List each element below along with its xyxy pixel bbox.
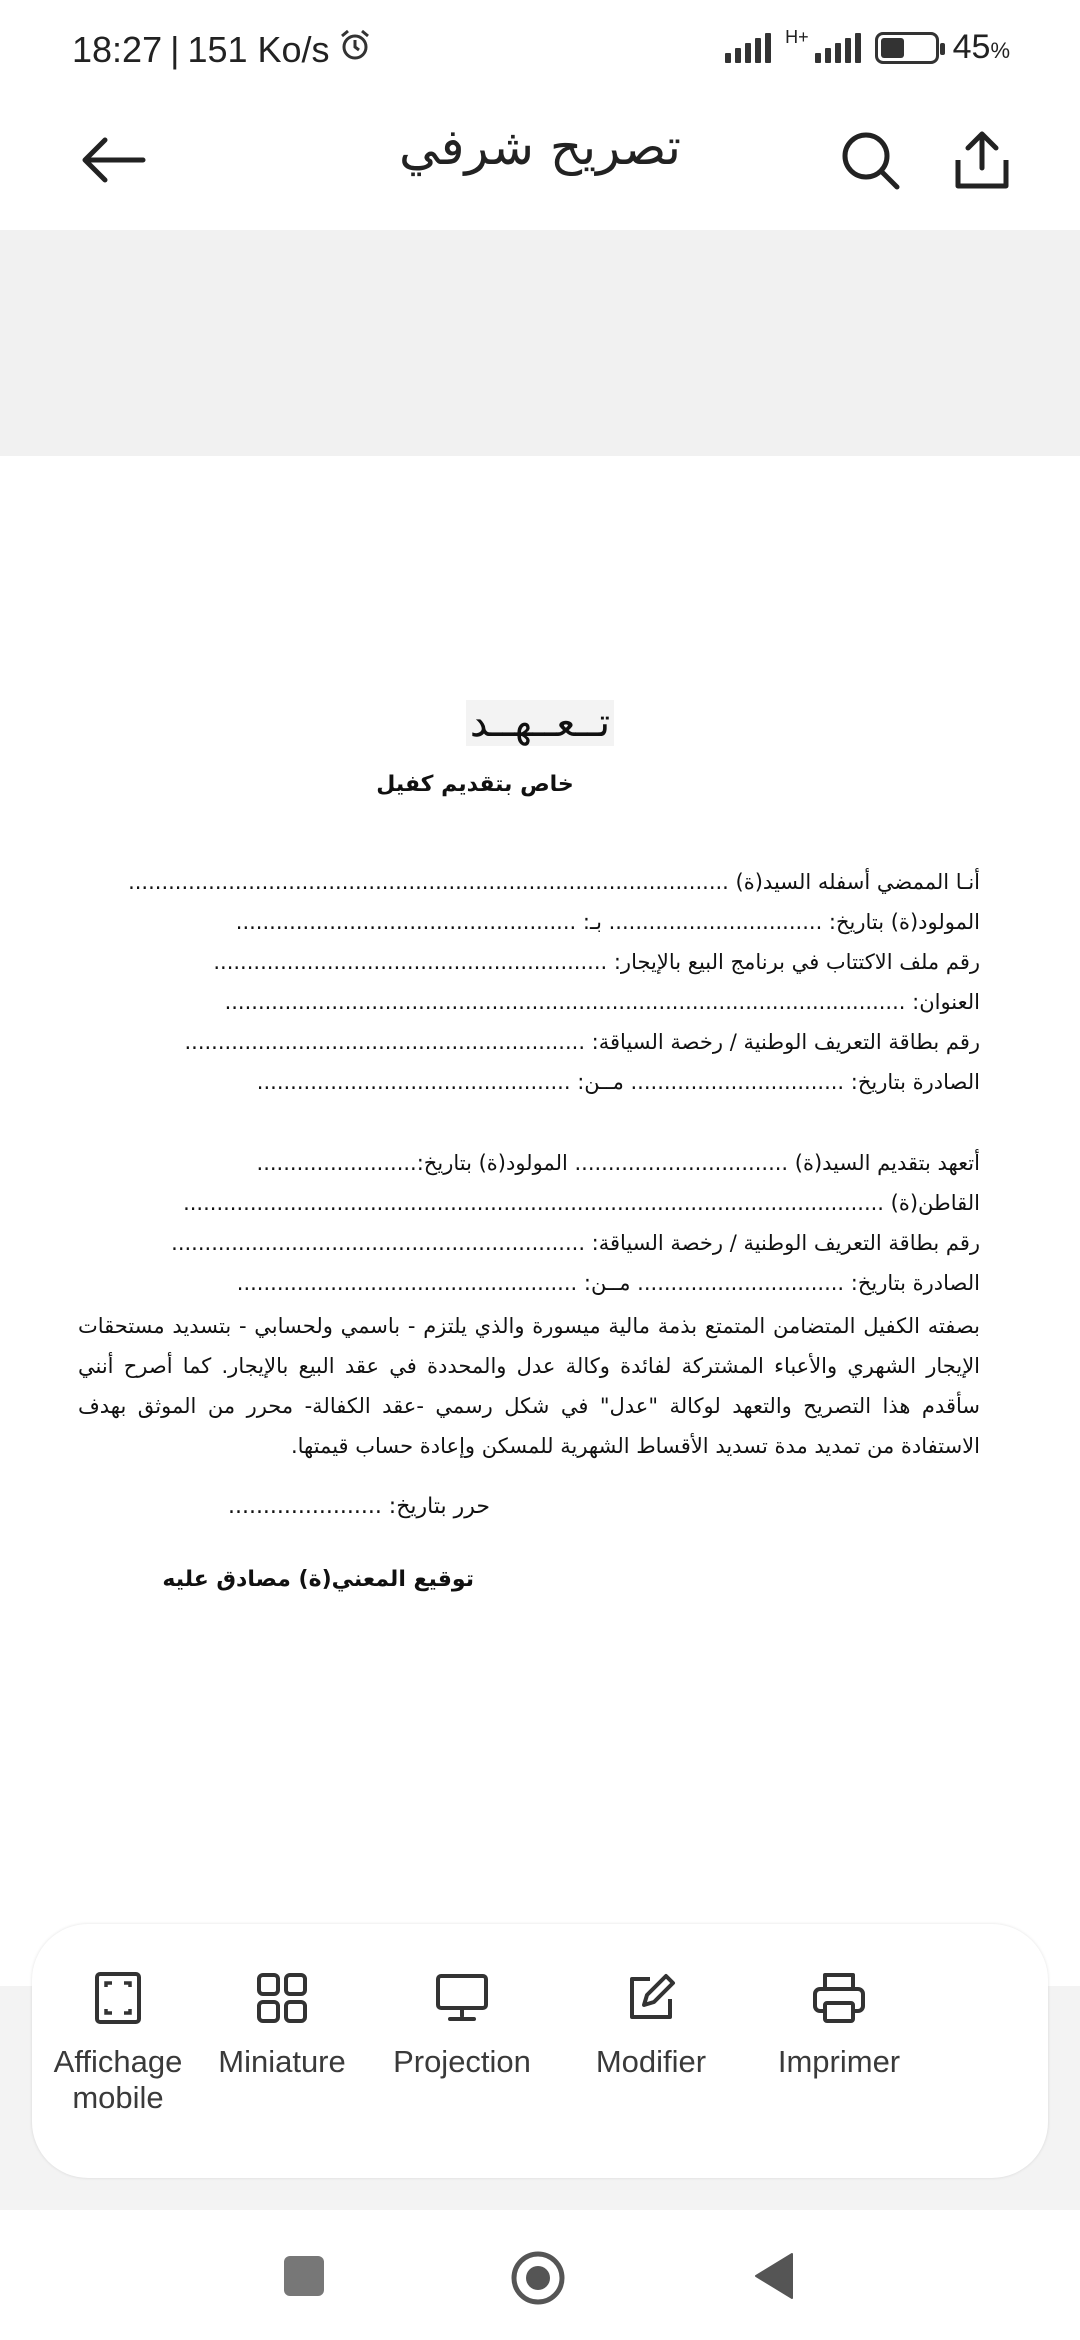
fullscreen-icon — [88, 1968, 148, 2028]
document-subtitle: خاص بتقديم كفيل — [376, 772, 574, 797]
status-left — [72, 28, 372, 71]
navigation-bar — [0, 2210, 1080, 2340]
doc-paragraph: بصفته الكفيل المتضامن المتمتع بذمة مالية ميسورة والذي يلتزم - باسمي ولحسابي - بتسديد مستحقات الإيجار الشهري والأعباء المشتركة لفائدة وكالة عدل والمحددة في عقد البيع بالإيجار. كما أصرح أنني سأقدم هذا التصريح والتعهد لوكالة "عدل" في شكل رسمي -عقد الكفالة- محرر من الموثق بهدف الاستفادة من تمديد مدة تسديد الأقساط الشهرية للمسكن وإعادة حساب قيمتها. — [78, 1314, 980, 1458]
doc-line: رقم بطاقة التعريف الوطنية / رخصة السياقة: ............................................................ — [184, 1030, 980, 1054]
edit-icon — [621, 1968, 681, 2028]
alarm-icon — [338, 28, 372, 71]
doc-line: الصادرة بتاريخ: ............................... مــن: ................................................... — [236, 1271, 980, 1295]
battery-percent: 45% — [952, 28, 1010, 66]
search-icon — [839, 129, 901, 191]
recents-button[interactable] — [282, 2254, 326, 2302]
status-time: 18:27 — [72, 28, 163, 70]
doc-line: رقم بطاقة التعريف الوطنية / رخصة السياقة: .............................................................. — [171, 1231, 980, 1255]
mobile-view-button[interactable] — [28, 1968, 208, 2116]
battery-icon — [875, 32, 939, 64]
edit-label: Modifier — [595, 2044, 707, 2079]
grid-icon — [252, 1968, 312, 2028]
action-panel — [32, 1924, 1048, 2178]
share-icon — [952, 128, 1012, 192]
thumbnail-label: Miniature — [218, 2044, 346, 2079]
doc-line: أنـا الممضي أسفله السيد(ة) .......................................................................................... — [128, 870, 980, 894]
doc-line: رقم ملف الاكتتاب في برنامج البيع بالإيجار: ........................................................... — [213, 950, 980, 974]
doc-line: أتعهد بتقديم السيد(ة) ................................ المولود(ة) بتاريخ:........................ — [256, 1151, 980, 1175]
page-title: تصريح شرفي — [398, 118, 681, 176]
doc-line: الصادرة بتاريخ: ................................ مــن: ............................................... — [256, 1070, 980, 1094]
document-title: تــعــهــد — [0, 700, 1080, 746]
printer-icon — [809, 1968, 869, 2028]
triangle-back-icon — [752, 2250, 796, 2302]
doc-line: المولود(ة) بتاريخ: ................................ بـ: ................................................... — [235, 910, 980, 934]
signal-icon — [725, 33, 771, 63]
projection-button[interactable] — [372, 1968, 552, 2080]
print-button[interactable] — [749, 1968, 929, 2080]
doc-line: القاطن(ة) ......................................................................................................... — [183, 1191, 980, 1215]
home-button[interactable] — [510, 2250, 566, 2310]
status-bar — [0, 0, 1080, 100]
signal-icon-2 — [815, 33, 861, 63]
status-separator: | — [170, 28, 180, 70]
mobile-view-label: Affichage mobile — [53, 2044, 183, 2115]
circle-icon — [510, 2250, 566, 2306]
print-label: Imprimer — [777, 2044, 901, 2079]
network-speed: 151 Ko/s — [187, 28, 330, 70]
square-icon — [282, 2254, 326, 2298]
doc-signature-label: توقيع المعني(ة) مصادق عليه — [162, 1567, 474, 1592]
monitor-icon — [432, 1968, 492, 2028]
battery-fill — [881, 38, 904, 58]
doc-line: العنوان: ...................................................................................................... — [224, 990, 980, 1014]
edit-button[interactable] — [561, 1968, 741, 2080]
app-bar — [0, 100, 1080, 230]
projection-label: Projection — [393, 2044, 531, 2079]
network-type: H+ — [785, 27, 809, 47]
arrow-left-icon — [77, 135, 147, 185]
back-button[interactable] — [74, 122, 150, 198]
nav-back-button[interactable] — [752, 2250, 796, 2306]
thumbnail-button[interactable] — [192, 1968, 372, 2080]
search-button[interactable] — [832, 122, 908, 198]
share-button[interactable] — [944, 122, 1020, 198]
document-gap — [0, 230, 1080, 456]
doc-signed-date: حرر بتاريخ: ...................... — [227, 1494, 490, 1519]
status-right — [725, 28, 1010, 67]
